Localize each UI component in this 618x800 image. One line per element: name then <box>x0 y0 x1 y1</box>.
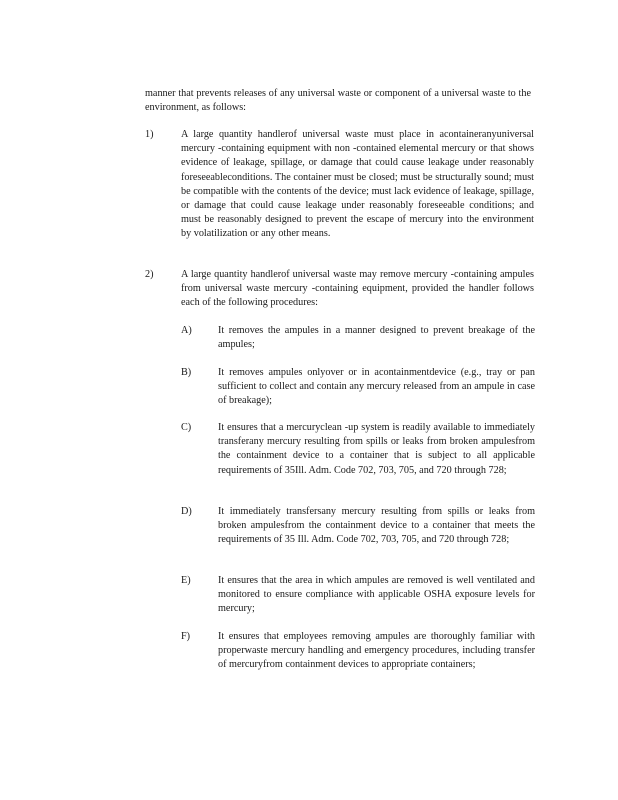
sub-item-letter: C) <box>181 422 192 433</box>
sub-item-letter: B) <box>181 367 192 378</box>
sub-item-text: It immediately transfersany mercury resulting from spills or leaks from broken ampulesfrom the containment device to a container that meets the requirements of 35 Ill. Adm. Code 702, 703, 705, and 720 through 728; <box>218 506 535 546</box>
item-number: 2) <box>145 269 154 280</box>
item-text: A large quantity handlerof universal waste may remove mercury -containing ampules from universal waste mercury -containing equipment, provided the handler follows each of the following procedures: <box>181 269 534 309</box>
sub-item-letter: D) <box>181 506 192 517</box>
sub-item-text: It removes ampules onlyover or in acontainmentdevice (e.g., tray or pan sufficient to collect and contain any mercury released from an ampule in case of breakage); <box>218 367 535 407</box>
sub-item-text: It ensures that employees removing ampules are thoroughly familiar with properwaste mercury handling and emergency procedures, including transfer of mercuryfrom containment devices to appropriate containers; <box>218 631 535 671</box>
item-text: A large quantity handlerof universal waste must place in acontaineranyuniversal mercury -containing equipment with non -contained elemental mercury or that shows evidence of leakage, spillage, or damage that could cause leakage under reasonably foreseeableconditions. The container must be closed; must be structurally sound; must be compatible with the contents of the device; must lack evidence of leakage, spillage, or damage that could cause leakage under reasonably foreseeable conditions; and must be reasonably designed to prevent the escape of mercury into the environment by volatilization or any other means. <box>181 129 534 240</box>
sub-item-text: It ensures that a mercuryclean -up system is readily available to immediately transferany mercury resulting from spills or leaks from broken ampulesfrom the containment device to a container that is subject to all applicable requirements of 35Ill. Adm. Code 702, 703, 705, and 720 through 728; <box>218 422 535 476</box>
item-number: 1) <box>145 129 154 140</box>
sub-item-letter: F) <box>181 631 191 642</box>
sub-item-letter: A) <box>181 325 192 336</box>
sub-item-text: It removes the ampules in a manner designed to prevent breakage of the ampules; <box>218 325 535 351</box>
sub-item-letter: E) <box>181 575 191 586</box>
sub-item-text: It ensures that the area in which ampules are removed is well ventilated and monitored to ensure compliance with applicable OSHA exposure levels for mercury; <box>218 575 535 615</box>
intro-paragraph: manner that prevents releases of any universal waste or component of a universal waste to the environment, as follows: <box>145 88 531 114</box>
